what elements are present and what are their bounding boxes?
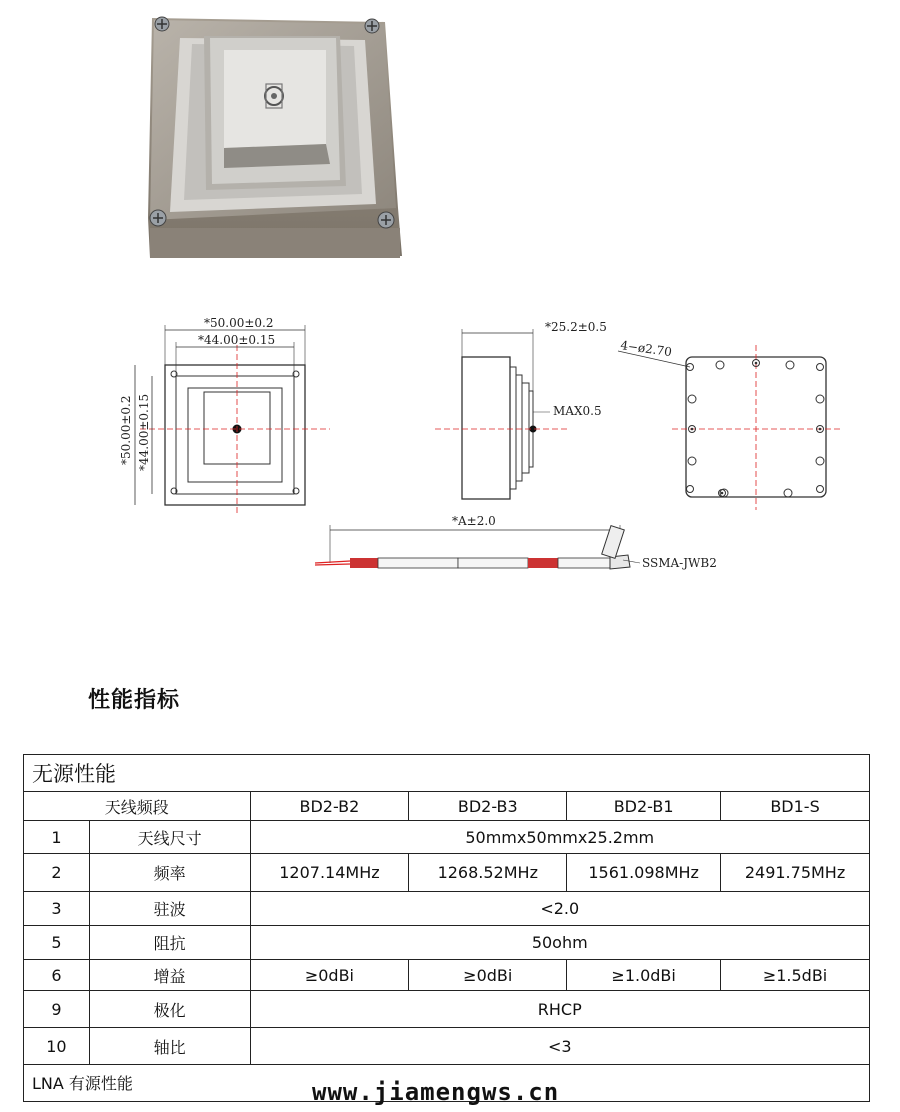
row-param: 极化 <box>89 991 250 1028</box>
row-no: 5 <box>24 926 90 960</box>
row-no: 10 <box>24 1028 90 1065</box>
section-title: 性能指标 <box>88 688 181 713</box>
row-value: 50mmx50mmx25.2mm <box>250 821 870 854</box>
row-value: 50ohm <box>250 926 870 960</box>
connector-label: SSMA-JWB2 <box>642 556 717 570</box>
front-view <box>119 316 330 515</box>
row-no: 3 <box>24 892 90 926</box>
row-value: RHCP <box>250 991 870 1028</box>
table-row <box>24 1028 870 1065</box>
band-header-row <box>24 792 870 821</box>
row-value: ≥0dBi <box>250 960 409 991</box>
table-row <box>24 892 870 926</box>
technical-drawings <box>100 305 860 590</box>
cable-length-dim: *A±2.0 <box>452 514 496 528</box>
passive-title: 无源性能 <box>24 755 870 792</box>
side-view <box>435 320 607 499</box>
front-outer-dim: *50.00±0.2 <box>204 316 274 330</box>
row-value: ≥0dBi <box>409 960 567 991</box>
row-value: <2.0 <box>250 892 870 926</box>
table-row <box>24 960 870 991</box>
front-inner-dim-v: *44.00±0.15 <box>137 393 151 471</box>
side-max-label: MAX0.5 <box>553 404 602 418</box>
row-no: 2 <box>24 854 90 892</box>
table-row <box>24 991 870 1028</box>
table-row <box>24 854 870 892</box>
row-param: 增益 <box>89 960 250 991</box>
antenna-photo <box>140 8 410 270</box>
row-value: 1207.14MHz <box>250 854 409 892</box>
front-outer-dim-v: *50.00±0.2 <box>119 395 133 465</box>
band-cell: BD2-B3 <box>409 792 567 821</box>
side-height-dim: *25.2±0.5 <box>545 320 607 334</box>
row-value: 1561.098MHz <box>567 854 721 892</box>
band-cell: BD2-B1 <box>567 792 721 821</box>
table-row <box>24 821 870 854</box>
row-value: 2491.75MHz <box>721 854 870 892</box>
front-inner-dim: *44.00±0.15 <box>198 333 276 347</box>
back-view <box>618 338 840 510</box>
row-value: ≥1.5dBi <box>721 960 870 991</box>
row-param: 驻波 <box>89 892 250 926</box>
row-param: 轴比 <box>89 1028 250 1065</box>
hole-label: 4−ø2.70 <box>619 338 673 360</box>
passive-title-row <box>24 755 870 792</box>
spec-table <box>23 754 870 1102</box>
band-cell: BD2-B2 <box>250 792 409 821</box>
table-row <box>24 926 870 960</box>
row-param: 频率 <box>89 854 250 892</box>
row-value: 1268.52MHz <box>409 854 567 892</box>
row-no: 1 <box>24 821 90 854</box>
cable-drawing <box>315 514 717 570</box>
row-param: 天线尺寸 <box>89 821 250 854</box>
row-value: <3 <box>250 1028 870 1065</box>
watermark-url: www.jiamengws.cn <box>312 1078 560 1106</box>
row-param: 阻抗 <box>89 926 250 960</box>
band-cell: BD1-S <box>721 792 870 821</box>
band-header: 天线频段 <box>24 792 251 821</box>
row-value: ≥1.0dBi <box>567 960 721 991</box>
row-no: 9 <box>24 991 90 1028</box>
row-no: 6 <box>24 960 90 991</box>
lna-title: LNA 有源性能 <box>24 1065 870 1102</box>
